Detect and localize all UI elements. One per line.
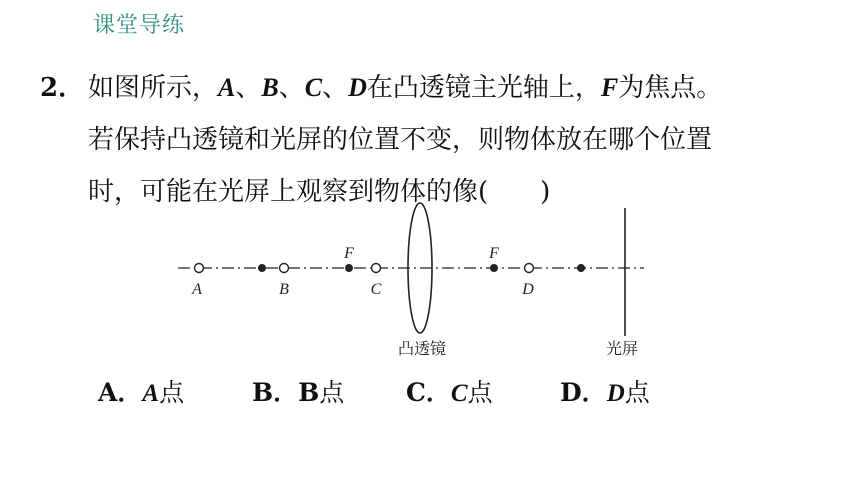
section-header: 课堂导练 (93, 13, 186, 38)
question-text: 如图所示， (88, 73, 219, 103)
question-line-3: 时，可能在光屏上观察到物体的像( ) (88, 177, 551, 207)
option-b-suffix: 点 (319, 378, 345, 407)
option-a-suffix: 点 (159, 378, 185, 407)
option-a-value: A (142, 380, 160, 407)
dot-marker (577, 264, 585, 272)
option-c-value: C (450, 380, 468, 407)
separator: 、 (235, 73, 262, 103)
separator: 、 (322, 73, 349, 103)
option-c-suffix: 点 (467, 378, 493, 407)
question-line-1 (88, 62, 722, 114)
point-d-label: D (522, 281, 534, 298)
focus-ref: F (600, 73, 619, 102)
question-line-2: 若保持凸透镜和光屏的位置不变，则物体放在哪个位置 (88, 125, 713, 155)
focus-right-marker (490, 264, 498, 272)
point-b-label: B (279, 281, 289, 298)
separator: 、 (278, 73, 305, 103)
point-ref-b: B (261, 73, 279, 102)
option-a-label: A． (98, 378, 143, 407)
point-b-marker (280, 264, 289, 273)
screen-label: 光屏 (605, 339, 639, 358)
option-d[interactable] (560, 373, 650, 409)
option-a[interactable] (98, 373, 184, 409)
optics-diagram (170, 200, 650, 365)
option-c[interactable] (406, 373, 493, 409)
option-b-value: B (298, 378, 320, 407)
point-ref-c: C (304, 73, 323, 102)
option-d-suffix: 点 (624, 378, 650, 407)
question-number: 2． (40, 73, 85, 103)
lens-label: 凸透镜 (397, 339, 447, 358)
point-a-marker (195, 264, 204, 273)
focus-left-label: F (344, 245, 354, 262)
option-c-label: C． (406, 378, 451, 407)
point-c-label: C (370, 281, 382, 298)
point-ref-a: A (218, 73, 236, 102)
point-a-label: A (192, 281, 202, 298)
option-b-label: B． (252, 378, 299, 407)
point-ref-d: D (348, 73, 367, 102)
point-c-marker (372, 264, 381, 273)
point-d-marker (525, 264, 534, 273)
option-b[interactable] (252, 373, 344, 409)
focus-left-marker (345, 264, 353, 272)
option-d-value: D (606, 380, 625, 407)
question-text: 在凸透镜主光轴上， (366, 73, 601, 103)
dot-marker (258, 264, 266, 272)
option-d-label: D． (560, 378, 607, 407)
question-text: 为焦点。 (618, 73, 723, 103)
focus-right-label: F (489, 245, 499, 262)
